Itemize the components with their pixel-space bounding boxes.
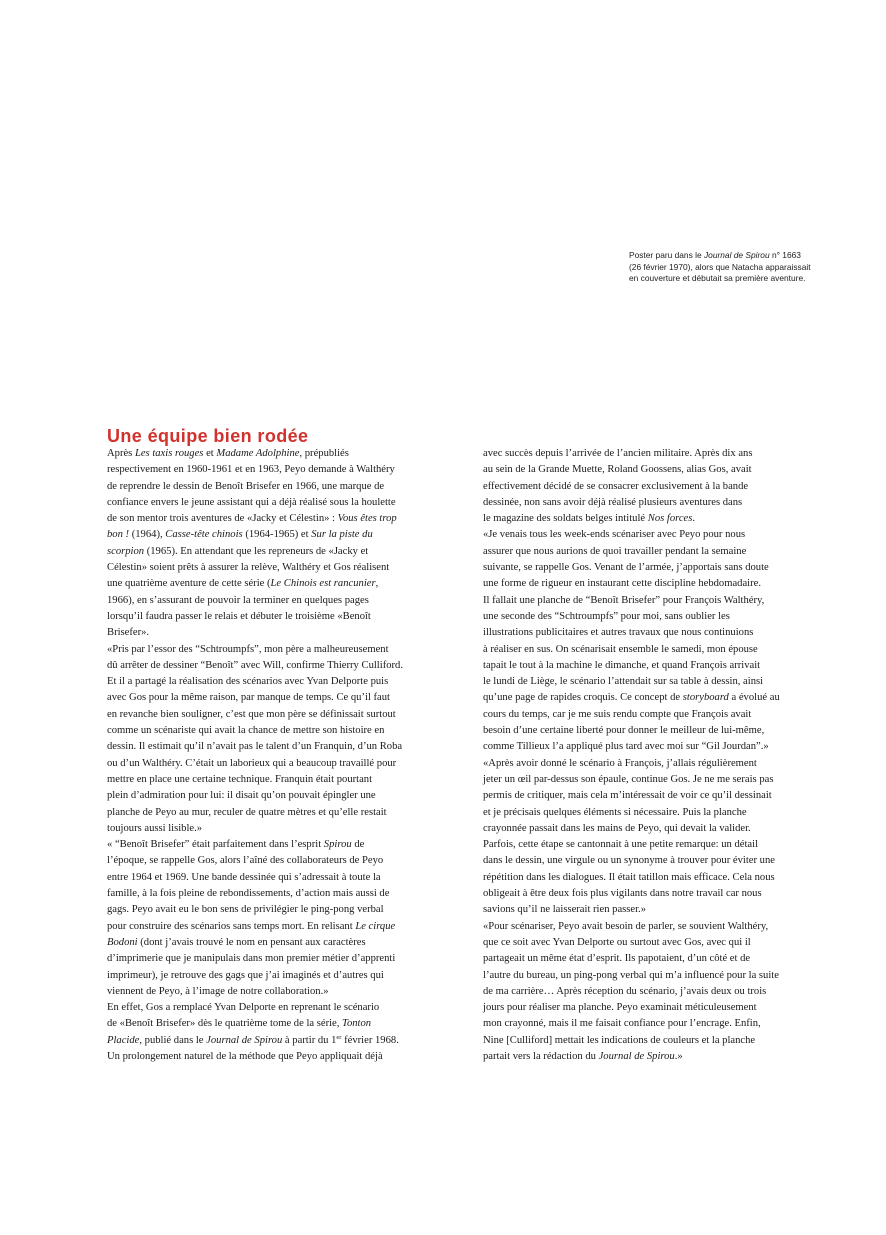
italic-title: Spirou bbox=[323, 839, 352, 851]
text-line: lorsqu’il faudra passer le relais et débuter le troisième «Benoît bbox=[107, 610, 371, 622]
text-line: viennent de Peyo, à l’image de notre collaboration.» bbox=[107, 985, 329, 997]
text-line: Brisefer». bbox=[107, 627, 150, 639]
italic-title: Journal de Spirou bbox=[206, 1034, 283, 1046]
text-line: savions qu’il ne laisserait rien passer.» bbox=[483, 904, 646, 916]
text-line: En effet, Gos a remplacé Yvan Delporte en reprenant le scénario bbox=[107, 1002, 380, 1014]
italic-title: Casse-tête chinois bbox=[165, 529, 243, 541]
text-line: jours pour réaliser ma planche. Peyo examinait méticuleusement bbox=[483, 1002, 757, 1014]
text-line: Parfois, cette étape se cantonnait à une petite remarque: un détail bbox=[483, 839, 759, 851]
text-line: «Après avoir donné le scénario à François, j’allais régulièrement bbox=[483, 757, 757, 769]
text-line: qu’une page de rapides croquis. Ce concept de storyboard a évolué au bbox=[483, 692, 780, 704]
text-line: partageait un même état d’esprit. Ils papotaient, d’un côté et de bbox=[483, 953, 751, 965]
text-line: effectivement décidé de se consacrer exclusivement à la bande bbox=[483, 480, 749, 492]
text-line: (26 février 1970), alors que Natacha apparaissait bbox=[629, 261, 811, 272]
text-line: plein d’admiration pour lui: il disait qu’on pouvait épingler une bbox=[107, 790, 376, 802]
italic-title: Le cirque bbox=[355, 920, 396, 932]
text-line: « “Benoît Brisefer” était parfaitement dans l’esprit Spirou de bbox=[107, 839, 365, 851]
italic-title: Tonton bbox=[342, 1018, 372, 1030]
text-line: 1966), en s’assurant de pouvoir la terminer en quelques pages bbox=[107, 594, 369, 606]
text-line: imprimeur), je retrouve des gags que j’ai imaginés et d’autres qui bbox=[107, 969, 384, 981]
text-line: répétition dans les dialogues. Il était tatillon mais efficace. Cela nous bbox=[483, 871, 775, 883]
text-line: famille, à la fois pleine de rebondissements, d’action mais aussi de bbox=[107, 888, 390, 900]
section-title: Une équipe bien rodée bbox=[107, 426, 309, 446]
italic-title: Placide bbox=[107, 1034, 140, 1046]
text-line: le lundi de Liège, le scénario l’attendait sur sa table à dessin, ainsi bbox=[483, 676, 764, 688]
text-line: dans le dessin, une virgule ou un synonyme à trouver pour éviter une bbox=[483, 855, 775, 867]
text-line: une seconde des “Schtroumpfs” pour moi, sans oublier les bbox=[483, 610, 730, 622]
poster-caption bbox=[629, 250, 859, 285]
ordinal-superscript: er bbox=[336, 1033, 342, 1041]
italic-title: Nos forces bbox=[647, 513, 693, 525]
text-line: illustrations publicitaires et autres travaux que nous continuions bbox=[483, 627, 754, 639]
text-line: une forme de rigueur en instaurant cette discipline hebdomadaire. bbox=[483, 578, 761, 590]
text-line: l’autre du bureau, un ping-pong verbal qui m’a influencé pour la suite bbox=[483, 969, 779, 981]
text-line: de «Benoît Brisefer» dès le quatrième tome de la série, Tonton bbox=[107, 1018, 372, 1030]
text-line: respectivement en 1960-1961 et en 1963, Peyo demande à Walthéry bbox=[107, 464, 395, 476]
italic-title: Les taxis rouges bbox=[134, 448, 204, 459]
italic-title: Journal de Spirou bbox=[703, 250, 770, 260]
text-line: suivante, se rappelle Gos. Venant de l’armée, j’apportais sans doute bbox=[483, 562, 769, 574]
text-line: pour construire des scénarios sans temps mort. En relisant Le cirque bbox=[107, 920, 396, 932]
text-line: le magazine des soldats belges intitulé Nos forces. bbox=[483, 513, 696, 525]
text-line: dû arrêter de dessiner “Benoît” avec Will, confirme Thierry Culliford. bbox=[107, 659, 403, 671]
text-line: «Pour scénariser, Peyo avait besoin de parler, se souvient Walthéry, bbox=[483, 920, 769, 932]
italic-title: storyboard bbox=[682, 692, 729, 704]
text-line: mettre en place une certaine technique. Franquin était pourtant bbox=[107, 773, 373, 785]
text-line: gags. Peyo avait eu le bon sens de privilégier le ping-pong verbal bbox=[107, 904, 384, 916]
text-line: l’époque, se rappelle Gos, alors l’aîné des collaborateurs de Peyo bbox=[107, 855, 384, 867]
text-line: toujours aussi lisible.» bbox=[107, 822, 203, 834]
text-line: permis de critiquer, mais cela m’intéressait de voir ce qu’il dessinait bbox=[483, 790, 772, 802]
text-line: Célestin» soient prêts à assurer la relève, Walthéry et Gos réalisent bbox=[107, 562, 390, 574]
text-line: Placide, publié dans le Journal de Spirou à partir du 1er février 1968. bbox=[107, 1033, 399, 1046]
text-line: avec Gos pour la même raison, par manque de temps. Ce qu’il faut bbox=[107, 692, 391, 704]
text-line: Il fallait une planche de “Benoît Brisefer” pour François Walthéry, bbox=[483, 594, 765, 606]
italic-title: Journal de Spirou bbox=[598, 1050, 675, 1062]
text-line: comme un scénariste qui avait la chance de mettre son histoire en bbox=[107, 725, 385, 737]
text-line: planche de Peyo au mur, reculer de quatre mètres et qu’elle restait bbox=[107, 806, 387, 818]
text-line: comme Tillieux l’a appliqué plus tard avec moi sur “Gil Jourdan”.» bbox=[483, 741, 769, 753]
text-line: une quatrième aventure de cette série (Le Chinois est rancunier, bbox=[107, 578, 379, 590]
italic-title: Le Chinois est rancunier bbox=[270, 578, 376, 590]
text-line: cours du temps, car je me suis rendu compte que François avait bbox=[483, 708, 752, 720]
italic-title: bon ! bbox=[107, 529, 130, 541]
text-line: besoin d’une certaine liberté pour donner le meilleur de lui-même, bbox=[483, 725, 765, 737]
text-line: ou d’un Walthéry. C’était un laborieux qui a beaucoup travaillé pour bbox=[107, 757, 397, 769]
text-line: dessinée, non sans avoir déjà réalisé plusieurs aventures dans bbox=[483, 496, 743, 508]
text-line: assurer que nous aurions de quoi travailler pendant la semaine bbox=[483, 545, 747, 557]
text-line: d’imprimerie que je manipulais dans mon premier métier d’apprenti bbox=[107, 953, 396, 965]
article-column-right bbox=[483, 446, 841, 1065]
text-line: scorpion (1965). En attendant que les repreneurs de «Jacky et bbox=[107, 545, 369, 557]
italic-title: Vous êtes trop bbox=[337, 513, 397, 525]
text-line: «Pris par l’essor des “Schtroumpfs”, mon père a malheureusement bbox=[107, 643, 389, 655]
text-line: au sein de la Grande Muette, Roland Goossens, alias Gos, avait bbox=[483, 464, 752, 476]
text-line: avec succès depuis l’arrivée de l’ancien militaire. Après dix ans bbox=[483, 448, 753, 459]
text-line: entre 1964 et 1969. Une bande dessinée qui s’adressait à toute la bbox=[107, 871, 381, 883]
text-line: en couverture et débutait sa première aventure. bbox=[629, 273, 806, 284]
text-line: partait vers la rédaction du Journal de Spirou.» bbox=[483, 1050, 683, 1062]
text-line: de son mentor trois aventures de «Jacky et Célestin» : Vous êtes trop bbox=[107, 513, 397, 525]
italic-title: scorpion bbox=[107, 545, 145, 557]
text-line: à réaliser en sus. On scénarisait ensemble le samedi, mon épouse bbox=[483, 643, 758, 655]
text-line: et je précisais quelques éléments si nécessaire. Puis la planche bbox=[483, 806, 747, 818]
text-line: «Je venais tous les week-ends scénariser avec Peyo pour nous bbox=[483, 529, 746, 541]
article-column-left bbox=[107, 446, 465, 1065]
text-line: Poster paru dans le Journal de Spirou n° 1663 bbox=[629, 250, 801, 260]
text-line: Nine [Culliford] mettait les indications de couleurs et la planche bbox=[483, 1034, 756, 1046]
text-line: Après Les taxis rouges et Madame Adolphine, prépubliés bbox=[107, 448, 349, 459]
text-line: Un prolongement naturel de la méthode que Peyo appliquait déjà bbox=[107, 1050, 383, 1062]
text-line: que ce soit avec Yvan Delporte ou surtout avec Gos, avec qui il bbox=[483, 936, 751, 948]
text-line: mon crayonné, mais il me faisait confiance pour l’encrage. Enfin, bbox=[483, 1018, 761, 1030]
text-line: de ma carrière… Après réception du scénario, j’avais deux ou trois bbox=[483, 985, 767, 997]
italic-title: Bodoni bbox=[107, 936, 138, 948]
text-line: Et il a partagé la réalisation des scénarios avec Yvan Delporte puis bbox=[107, 676, 389, 688]
text-line: tapait le tout à la machine le dimanche, et quand François arrivait bbox=[483, 659, 761, 671]
text-line: bon ! (1964), Casse-tête chinois (1964-1965) et Sur la piste du bbox=[107, 529, 373, 541]
text-line: obligeait à être deux fois plus vigilants dans notre travail car nous bbox=[483, 888, 762, 900]
italic-title: Sur la piste du bbox=[311, 529, 373, 541]
text-line: de reprendre le dessin de Benoît Brisefer en 1966, une marque de bbox=[107, 480, 385, 492]
italic-title: Madame Adolphine bbox=[216, 448, 300, 459]
text-line: jeter un œil par-dessus son épaule, continue Gos. Je ne me serais pas bbox=[483, 773, 774, 785]
text-line: crayonnée passait dans les mains de Peyo, qui devait la valider. bbox=[483, 822, 751, 834]
text-line: en revanche bien souligner, c’est que mon père se définissait surtout bbox=[107, 708, 396, 720]
text-line: Bodoni (dont j’avais trouvé le nom en pensant aux caractères bbox=[107, 936, 366, 948]
text-line: dessin. Il estimait qu’il n’avait pas le talent d’un Franquin, d’un Roba bbox=[107, 741, 403, 753]
text-line: confiance envers le jeune assistant qui a déjà réalisé sous la houlette bbox=[107, 496, 396, 508]
